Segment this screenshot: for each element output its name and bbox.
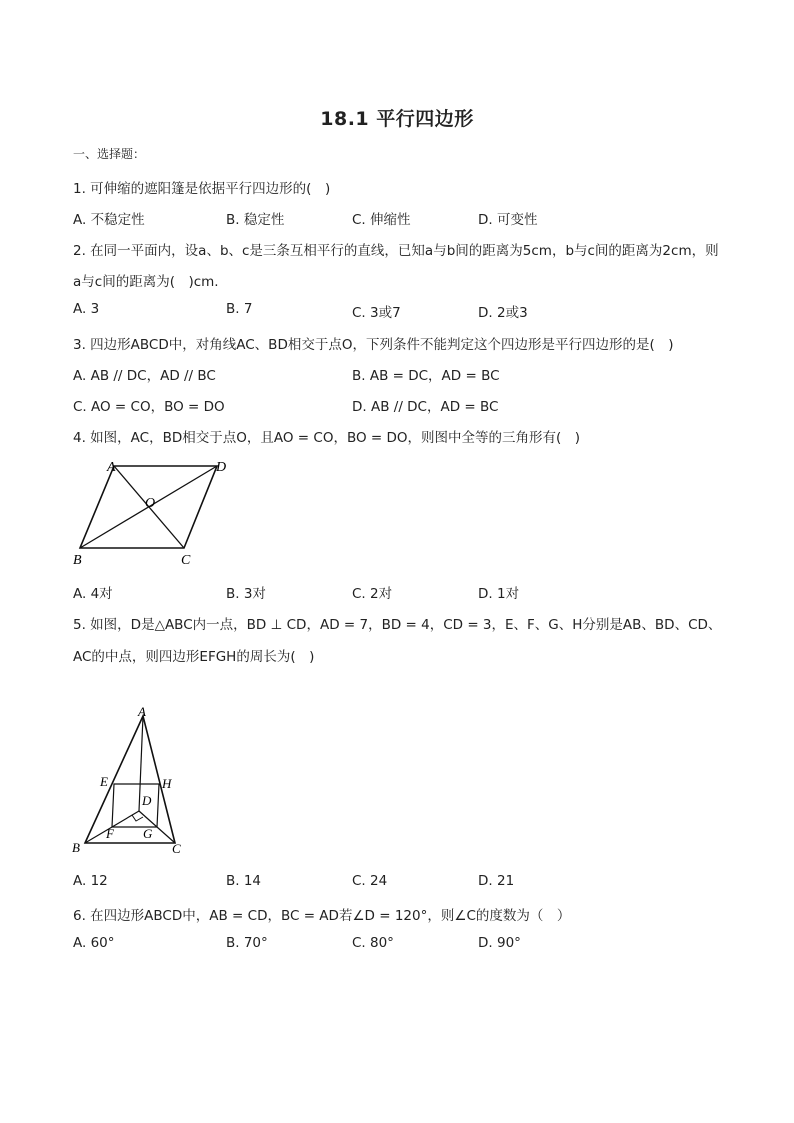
figure-5-label-c: C bbox=[172, 841, 181, 856]
question-3-option-b[interactable]: B. AB = DC，AD = BC bbox=[352, 368, 500, 384]
question-3-stem: 3. 四边形ABCD中，对角线AC、BD相交于点O，下列条件不能判定这个四边形是平行四边形的是( ) bbox=[73, 337, 674, 353]
figure-5-label-e: E bbox=[100, 774, 108, 789]
figure-5-label-a: A bbox=[138, 704, 146, 719]
question-3-option-a[interactable]: A. AB // DC，AD // BC bbox=[73, 368, 216, 384]
question-3-option-d[interactable]: D. AB // DC，AD = BC bbox=[352, 399, 499, 415]
question-5-option-d[interactable]: D. 21 bbox=[478, 873, 515, 889]
figure-4-label-d: D bbox=[216, 460, 227, 475]
figure-5-label-d: D bbox=[142, 793, 152, 808]
question-6-stem: 6. 在四边形ABCD中，AB = CD，BC = AD若∠D = 120°，则∠C的度数为（ ） bbox=[73, 908, 571, 924]
question-5-option-b[interactable]: B. 14 bbox=[226, 873, 262, 889]
figure-5-label-h: H bbox=[162, 776, 172, 791]
question-1-option-d[interactable]: D. 可变性 bbox=[478, 212, 538, 228]
question-4-option-d[interactable]: D. 1对 bbox=[478, 586, 520, 602]
figure-5-label-f: F bbox=[106, 826, 114, 841]
figure-4-label-c: C bbox=[181, 553, 191, 568]
question-4-option-a[interactable]: A. 4对 bbox=[73, 586, 113, 602]
question-4-option-c[interactable]: C. 2对 bbox=[352, 586, 393, 602]
figure-5-label-b: B bbox=[72, 840, 80, 855]
question-3-option-c[interactable]: C. AO = CO，BO = DO bbox=[73, 399, 225, 415]
question-6-option-a[interactable]: A. 60° bbox=[73, 935, 115, 951]
question-2-stem-line-2: a与c间的距离为( )cm. bbox=[73, 274, 219, 290]
figure-5-label-g: G bbox=[143, 826, 153, 841]
figure-4-label-a: A bbox=[107, 460, 116, 475]
figure-4-label-o: O bbox=[145, 496, 156, 511]
question-5-triangle-figure bbox=[68, 702, 193, 862]
question-1-option-b[interactable]: B. 稳定性 bbox=[226, 212, 285, 228]
figure-4-label-b: B bbox=[73, 553, 82, 568]
question-5-option-a[interactable]: A. 12 bbox=[73, 873, 108, 889]
question-6-option-d[interactable]: D. 90° bbox=[478, 935, 521, 951]
question-5-stem-line-2: AC的中点，则四边形EFGH的周长为( ) bbox=[73, 649, 315, 665]
question-6-option-b[interactable]: B. 70° bbox=[226, 935, 268, 951]
question-2-stem-line-1: 2. 在同一平面内，设a、b、c是三条互相平行的直线，已知a与b间的距离为5cm，b与c间的距离为2cm，则 bbox=[73, 243, 719, 259]
question-4-stem: 4. 如图，AC，BD相交于点O，且AO = CO，BO = DO，则图中全等的三角形有( ) bbox=[73, 430, 581, 446]
question-6-option-c[interactable]: C. 80° bbox=[352, 935, 394, 951]
question-5-stem-line-1: 5. 如图，D是△ABC内一点，BD ⊥ CD，AD = 7，BD = 4，CD = 3，E、F、G、H分别是AB、BD、CD、 bbox=[73, 617, 722, 633]
question-1-stem: 1. 可伸缩的遮阳篷是依据平行四边形的( ) bbox=[73, 181, 331, 197]
question-2-option-d[interactable]: D. 2或3 bbox=[478, 305, 528, 321]
question-2-option-c[interactable]: C. 3或7 bbox=[352, 305, 401, 321]
question-5-option-c[interactable]: C. 24 bbox=[352, 873, 388, 889]
question-4-option-b[interactable]: B. 3对 bbox=[226, 586, 266, 602]
section-heading: 一、选择题： bbox=[73, 147, 146, 161]
question-4-parallelogram-figure bbox=[70, 455, 240, 570]
question-2-option-a[interactable]: A. 3 bbox=[73, 301, 100, 317]
page-title: 18.1 平行四边形 bbox=[320, 108, 474, 130]
question-1-option-c[interactable]: C. 伸缩性 bbox=[352, 212, 411, 228]
question-2-option-b[interactable]: B. 7 bbox=[226, 301, 253, 317]
question-1-option-a[interactable]: A. 不稳定性 bbox=[73, 212, 145, 228]
